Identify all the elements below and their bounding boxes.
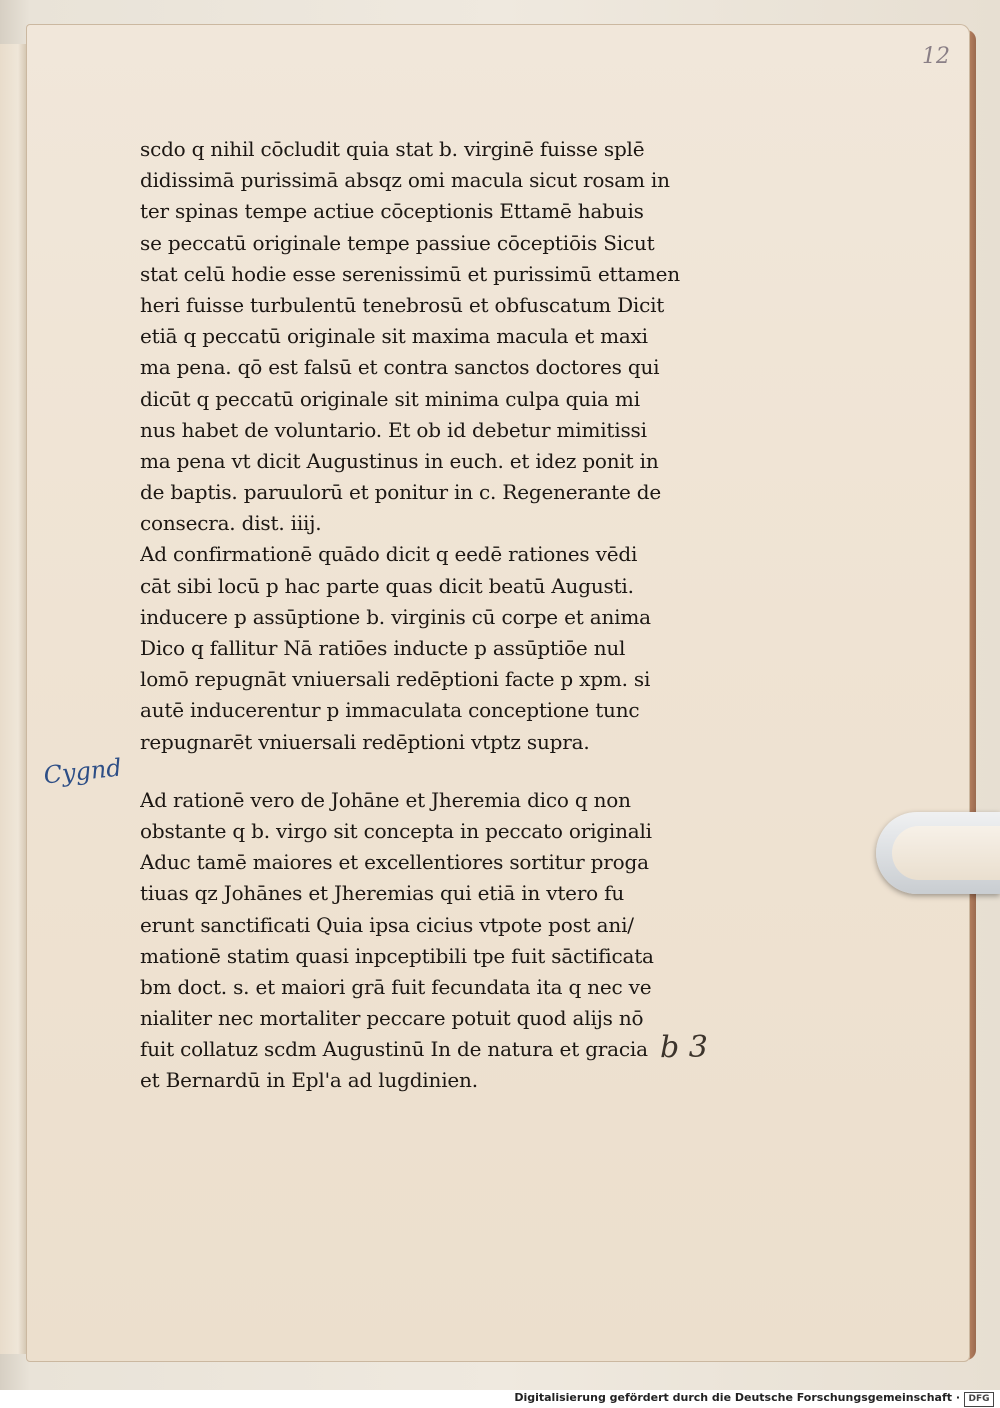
text-line: ma pena. qō est falsū et contra sanctos doctores qui xyxy=(140,355,660,380)
text-line: Aduc tamē maiores et excellentiores sortitur proga xyxy=(140,850,649,875)
text-line: nus habet de voluntario. Et ob id debetur mimitissi xyxy=(140,417,647,442)
text-line: Ad rationē vero de Johāne et Jheremia dico q non xyxy=(140,787,631,812)
text-line: Dico q fallitur Nā ratiōes inducte p assūptiōe nul xyxy=(140,636,626,660)
signature-mark: b 3 xyxy=(660,1030,708,1065)
text-line: se peccatū originale tempe passiue cōceptiōis Sicut xyxy=(140,230,655,255)
text-line: stat celū hodie esse serenissimū et purissimū ettamen xyxy=(140,261,680,286)
text-line: nialiter nec mortaliter peccare potuit quod alijs nō xyxy=(140,1006,644,1031)
paragraph-gap xyxy=(140,758,780,785)
paper-clip-inner xyxy=(892,826,1000,880)
marginal-annotation: Cygnd xyxy=(42,753,123,790)
text-line: heri fuisse turbulentū tenebrosū et obfuscatum Dicit xyxy=(140,292,665,317)
text-line: fuit collatuz scdm Augustinū In de natura et gracia xyxy=(140,1037,648,1062)
text-line: bm doct. s. et maiori grā fuit fecundata ita q nec ve xyxy=(140,974,652,999)
text-line: erunt sanctificati Quia ipsa cicius vtpote post ani/ xyxy=(140,912,634,937)
text-line: autē inducerentur p immaculata conceptione tunc xyxy=(140,698,640,723)
text-line: consecra. dist. iiij. xyxy=(140,511,322,536)
text-line: cāt sibi locū p hac parte quas dicit beatū Augusti. xyxy=(140,573,634,598)
text-line: tiuas qz Johānes et Jheremias qui etiā in vtero fu xyxy=(140,881,625,906)
text-line: didissimā purissimā absqz omi macula sicut rosam in xyxy=(140,168,670,193)
text-line: inducere p assūptione b. virginis cū corpe et anima xyxy=(140,604,651,629)
text-line: mationē statim quasi inpceptibili tpe fuit sāctificata xyxy=(140,943,654,968)
paragraph-2 xyxy=(140,539,780,757)
text-line: etiā q peccatū originale sit maxima macula et maxi xyxy=(140,324,648,349)
text-line: lomō repugnāt vniuersali redēptioni facte p xpm. si xyxy=(140,667,651,692)
text-line: et Bernardū in Epl'a ad lugdinien. xyxy=(140,1068,478,1093)
text-line: scdo q nihil cōcludit quia stat b. virginē fuisse splē xyxy=(140,137,645,161)
text-line: obstante q b. virgo sit concepta in peccato originali xyxy=(140,818,652,843)
text-line: ma pena vt dicit Augustinus in euch. et idez ponit in xyxy=(140,448,659,473)
dfg-logo: DFG xyxy=(964,1392,994,1407)
text-line: Ad confirmationē quādo dicit q eedē rationes vēdi xyxy=(140,542,638,567)
text-line: repugnarēt vniuersali redēptioni vtptz supra. xyxy=(140,729,590,754)
main-text-block xyxy=(140,134,780,1097)
text-line: ter spinas tempe actiue cōceptionis Ettamē habuis xyxy=(140,199,644,224)
paragraph-1 xyxy=(140,134,780,539)
text-line: dicūt q peccatū originale sit minima culpa quia mi xyxy=(140,386,640,411)
folio-number: 12 xyxy=(922,44,950,69)
footer-credit-text: Digitalisierung gefördert durch die Deutsche Forschungsgemeinschaft · xyxy=(514,1391,960,1404)
text-line: de baptis. paruulorū et ponitur in c. Regenerante de xyxy=(140,480,662,505)
paper-clip xyxy=(876,812,1000,894)
footer-bar xyxy=(0,1390,1000,1408)
